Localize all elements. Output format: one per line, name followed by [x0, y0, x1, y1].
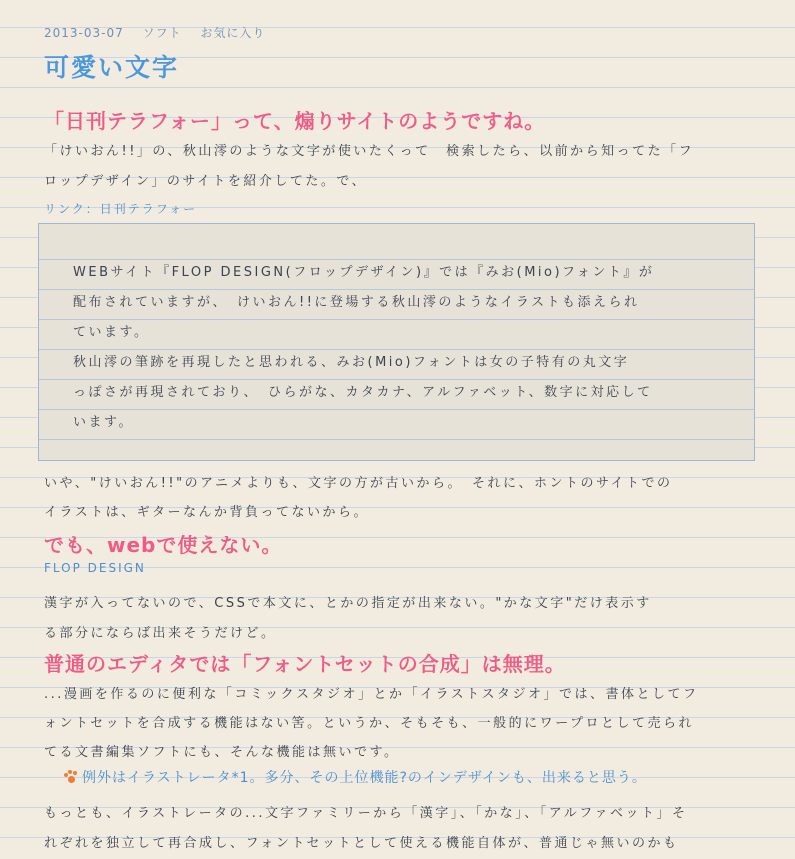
section-heading-3: 普通のエディタでは「フォントセットの合成」は無理。 [44, 652, 566, 676]
paragraph-4-line-3: てる文書編集ソフトにも、そんな機能は無いです。 [44, 745, 400, 760]
link-flop-design[interactable]: FLOP DESIGN [44, 561, 146, 575]
quote-line-2: 配布されていますが、 けいおん!!に登場する秋山澪のようなイラストも添えられ [73, 295, 640, 310]
paragraph-1-line-2: ロップデザイン」のサイトを紹介してた。で、 [44, 174, 368, 189]
paragraph-1-line-1: 「けいおん!!」の、秋山澪のような文字が使いたくって 検索したら、以前から知ってた「フ [44, 144, 695, 159]
category-link-favorites[interactable]: お気に入り [200, 26, 266, 40]
quote-line-5: っぽさが再現されており、 ひらがな、カタカナ、アルファベット、数字に対応して [73, 385, 653, 400]
paragraph-3-line-2: る部分にならば出来そうだけど。 [44, 626, 277, 641]
post-meta [44, 24, 279, 41]
paragraph-2-line-1: いや、"けいおん!!"のアニメよりも、文字の方が古いから。 それに、ホントのサイトでの [44, 476, 673, 491]
section-heading-1: 「日刊テラフォー」って、煽りサイトのようですね。 [44, 109, 546, 133]
footnote-text: 例外はイラストレータ*1。多分、その上位機能?のインデザインも、出来ると思う。 [82, 770, 647, 786]
paragraph-5-line-1: もっとも、イラストレータの...文字ファミリーから「漢字」、「かな」、「アルファベット」そ [44, 806, 688, 821]
paragraph-5-line-2: れぞれを独立して再合成し、フォントセットとして使える機能自体が、普通じゃ無いのかも [44, 836, 679, 851]
section-heading-2: でも、webで使えない。 [44, 533, 283, 557]
quote-line-1: WEBサイト『FLOP DESIGN(フロップデザイン)』では『みお(Mio)フォント』が [73, 265, 655, 280]
category-link-software[interactable]: ソフト [142, 26, 182, 40]
post-title[interactable]: 可愛い文字 [44, 53, 180, 82]
quote-line-3: ています。 [73, 325, 150, 340]
paragraph-3-line-1: 漢字が入ってないので、CSSで本文に、とかの指定が出来ない。"かな文字"だけ表示す [44, 596, 652, 611]
link-nikkan-terafo[interactable]: リンク：日刊テラフォー [44, 202, 198, 216]
footnote-remark [64, 767, 647, 787]
quote-line-6: います。 [73, 415, 134, 430]
paragraph-4-line-1: ...漫画を作るのに便利な「コミックスタジオ」とか「イラストスタジオ」では、書体としてフ [44, 687, 699, 702]
paragraph-4-line-2: ォントセットを合成する機能はない筈。というか、そもそも、一般的にワープロとして売られ [44, 716, 694, 731]
blockquote [38, 223, 755, 461]
paragraph-2-line-2: イラストは、ギターなんか背負ってないから。 [44, 505, 369, 520]
post-date: 2013-03-07 [44, 26, 124, 40]
quote-line-4: 秋山澪の筆跡を再現したと思われる、みお(Mio)フォントは女の子特有の丸文字 [73, 355, 630, 370]
paw-icon [64, 770, 78, 784]
